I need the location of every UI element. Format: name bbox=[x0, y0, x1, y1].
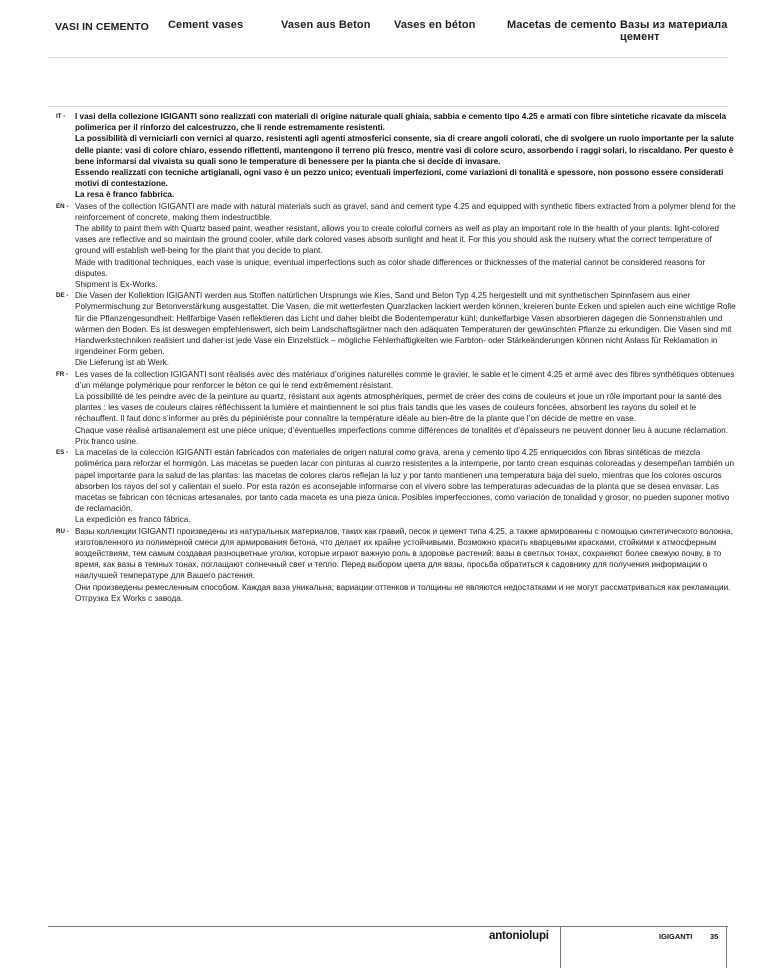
paragraph: Shipment is Ex-Works. bbox=[75, 280, 158, 290]
paragraph: Chaque vase réalisé artisanalement est une pièce unique; d’éventuelles imperfections comme différences de tonalités et d’épaisseurs ne peuvent donner lieu à aucune réclamation. bbox=[75, 425, 728, 435]
paragraph: La expedición es franco fábrica. bbox=[75, 515, 191, 525]
paragraph: La resa è franco fabbrica. bbox=[75, 190, 175, 200]
section-es bbox=[56, 447, 736, 525]
paragraph: I vasi della collezione IGIGANTI sono realizzati con materiali di origine naturale quali ghiaia, sabbia e cemento tipo 4.25 e armati con fibre sintetiche ricavate da miscela polimerica per il rinforzo del calcestruzzo, che li rende estremamente resistenti. bbox=[75, 112, 727, 133]
page-number: 35 bbox=[710, 932, 719, 941]
footer-divider bbox=[48, 926, 728, 927]
paragraph: Prix franco usine. bbox=[75, 436, 139, 446]
section-it bbox=[56, 111, 736, 201]
section-de bbox=[56, 290, 736, 368]
language-label-fr: FR - bbox=[56, 370, 69, 378]
header-title-ru: Вазы из материала цемент bbox=[620, 19, 728, 43]
paragraph: Essendo realizzati con tecniche artigianali, ogni vaso è un pezzo unico; eventuali imperfezioni, come variazioni di tonalità e spessore, non possono essere considerati motivi di contestazione. bbox=[75, 168, 724, 189]
section-en bbox=[56, 201, 736, 291]
paragraph: Die Lieferung ist ab Werk. bbox=[75, 358, 170, 368]
paragraph: Vases of the collection IGIGANTI are made with natural materials such as gravel, sand and cement type 4.25 and equipped with synthetic fibers extracted from a polymer blend for the reinforcement of concrete, making them indestructible. bbox=[75, 201, 736, 222]
footer-divider-left bbox=[560, 926, 561, 968]
language-label-ru: RU - bbox=[56, 527, 69, 535]
paragraph: Made with traditional techniques, each vase is unique; eventual imperfections such as color shade differences or thicknesses of the material cannot be considered reasons for disputes. bbox=[75, 257, 706, 278]
paragraph: Вазы коллекции IGIGANTI произведены из натуральных материалов, таких как гравий, песок и цемент типа 4.25, а также армированны с помощью синтетического волокна, изготовленного из полимерной смеси для армирования бетона, что делает их крайне устойчивыми. Возможно красить кварцевыми красками, стойкими к атмосферным воздействиям, тем самым создавая разноцветные уголки, которые играют важную роль в здоровье растений: вазы в светлых тонах, сохраняют более свежую почву, в то время, как вазы в темных тонах, поглащают солнечный свет и тепло. Перед выбором цвета для вазы, просьба обратиться к садовнику для получения информации о наилучшей температуре для Вашего растения. bbox=[75, 526, 733, 581]
header-title-fr: Vases en béton bbox=[394, 19, 476, 31]
paragraph: La possibilità di verniciarli con vernici al quarzo, resistenti agli agenti atmosferici consente, sia di creare angoli colorati, che di svolgere un ruolo importante per la salute delle piante: vasi di colore chiaro, essendo riflettenti, mantengono il terreno più fresco, mentre vasi di colore scuro, assorbendo i raggi solari, lo riscaldano. Per questo è bene informarsi dal vivaista su quali sono le temperature di benessere per la pianta che si decide di invasare. bbox=[75, 134, 734, 166]
header-title-en: Cement vases bbox=[168, 19, 244, 31]
brand-logo: antoniolupi bbox=[489, 930, 549, 942]
collection-name: IGIGANTI bbox=[659, 932, 693, 941]
header-title-es: Macetas de cemento bbox=[507, 19, 617, 31]
header-title-it: VASI IN CEMENTO bbox=[55, 21, 149, 33]
paragraph: The ability to paint them with Quartz based paint, weather resistant, allows you to create colorful corners as well as play an important role in the health of your plants: light-colored vases are reflective and so maintain the ground cooler, while dark colored vases absorb sunlight and heat it. For this you should ask the nursery what the correct temperature of ground will establish well-being for the plant that you decide to plant. bbox=[75, 224, 719, 256]
page-header bbox=[0, 0, 775, 60]
paragraph: Les vases de la collection IGIGANTI sont réalisés avec des matériaux d’origines naturelles comme le gravier, le sable et le ciment 4.25 et armé avec des fibres synthétiques obtenues d’un mélange polymérique pour renforcer le béton ce qui le rend extrêmement résistant. bbox=[75, 369, 735, 390]
header-divider bbox=[48, 57, 728, 58]
language-label-it: IT - bbox=[56, 113, 66, 120]
header-title-de: Vasen aus Beton bbox=[281, 19, 371, 31]
paragraph: La possibilité de les peindre avec de la peinture au quartz, résistant aux agents atmosphériques, permet de créer des coins de couleurs et joue un rôle important pour la santé des plantes : les vases de couleurs claires réfléchissent la lumière et maintiennent le sol plus frais tandis que les vases de couleurs foncées, absorbent les rayons du soleil et le réchauffent. Il faut donc s’informer au près du pépiniériste pour connaître la température idéale au bien-être de la plante que l’on décide de mettre en vase. bbox=[75, 392, 722, 424]
paragraph: Они произведены ремесленным способом. Каждая ваза уникальна; вариации оттенков и толщины не являются недостатками и не могут рассматриваться как рекламации. bbox=[75, 582, 731, 592]
section-fr bbox=[56, 369, 736, 447]
description-body bbox=[56, 111, 736, 604]
footer-divider-right bbox=[726, 926, 727, 968]
section-ru bbox=[56, 526, 736, 604]
paragraph: Отгрузка Ex Works с завода. bbox=[75, 593, 184, 603]
paragraph: La macetas de la colección IGIGANTI están fabricados con materiales de origen natural como grava, arena y cemento tipo 4.25 enriquecidos con fibras sintéticas de mezcla polimérica para reforzar el hormigón. Las macetas se pueden lacar con pinturas al cuarzo resistentes a la intemperie, por tanto crean esquinas coloreadas y desempeñan también un papel importante para la salud de las plantas: las macetas de colores claros reflejan la luz y por tanto mantienen una temperatura baja del suelo, mientras que los colores oscuros absorben los rayos del sol y calientan el suelo. Por esta razón es aconsejable informarse con el vivero sobre las temperaturas adecuadas de la planta que se desea envasar. Las macetas se fabrican con técnicas artesanales, por tanto cada maceta es una pieza única. Posibles imperfecciones, como variación de tonalidad y grosor, no pueden suponer motivo de reclamación. bbox=[75, 448, 735, 514]
language-label-es: ES - bbox=[56, 449, 69, 457]
paragraph: Die Vasen der Kollektion IGIGANTI werden aus Stoffen natürlichen Ursprungs wie Kies, Sand und Beton Typ 4,25 hergestellt und mit synthetischen Spinnfasern aus einer Polymermischung zur Betonverstärkung ausgestattet. Die Vasen, die mit wetterfesten Quarzlacken lackiert werden können, kreieren bunte Ecken und spielen auch eine wichtige Rolle für die Pflanzengesundheit: Hellfarbige Vasen reflektieren das Licht und daher bleibt die Bodentemperatur kühl; dunkelfarbige Vasen absorbieren dagegen die Sonnenstrahlen und wärmen den Boden. Es ist deswegen empfehlenswert, sich beim Landschaftsgärtner nach den adäquaten Temperaturen der gewünschten Pflanze zu erkundigen. Die Vasen sind mit Handwerkstechniken realisiert und daher ist jede Vase ein Einzelstück – mögliche Fehlerhaftigkeiten wie Farbton- oder Stärkeänderungen können nicht Anlass für Reklamation in irgendeiner Form geben. bbox=[75, 291, 736, 357]
language-label-en: EN - bbox=[56, 202, 69, 210]
language-label-de: DE - bbox=[56, 292, 69, 300]
content-divider bbox=[48, 106, 728, 107]
